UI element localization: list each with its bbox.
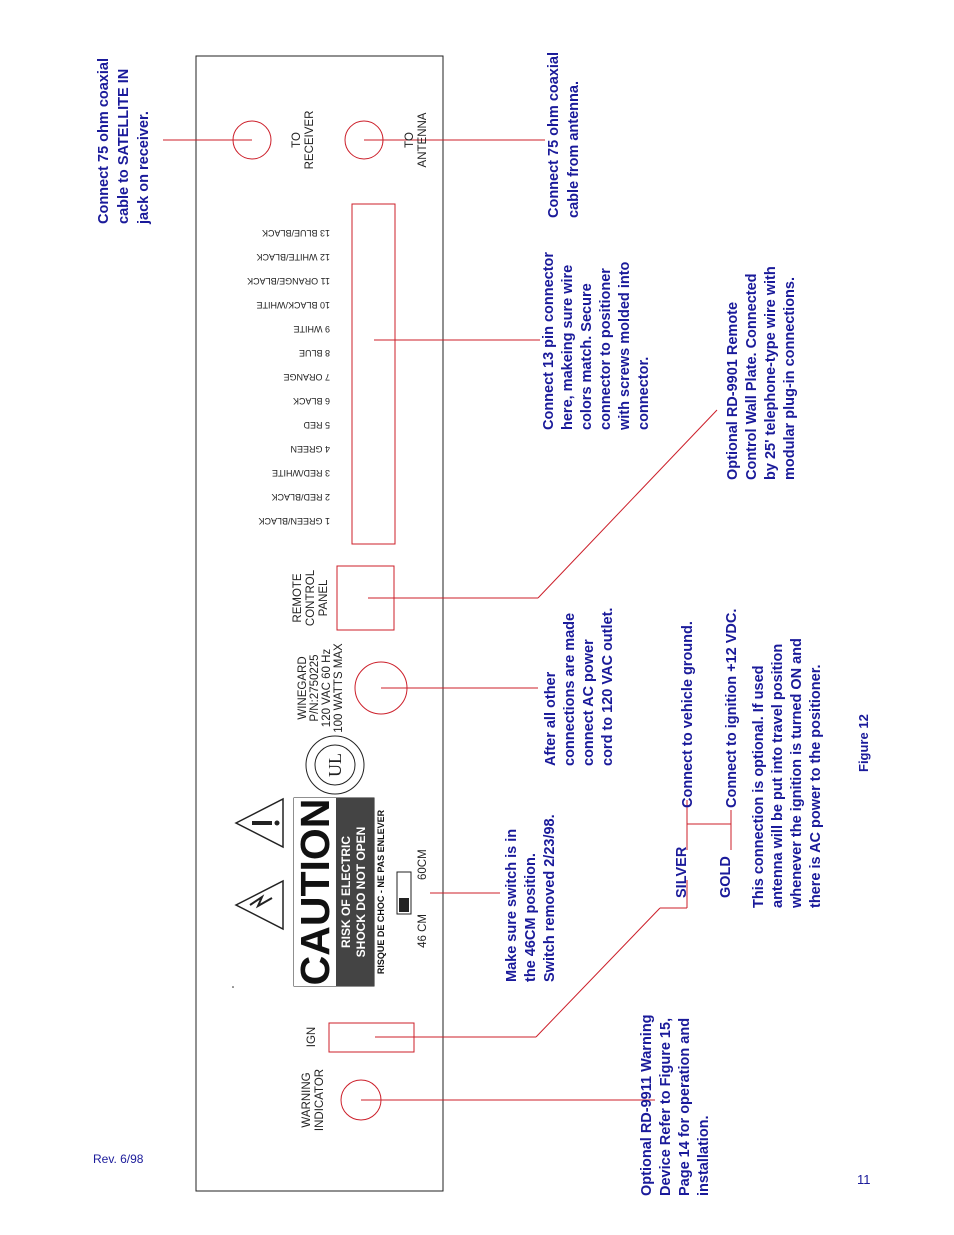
svg-text:CAUTION: CAUTION xyxy=(292,798,338,986)
silver-wire-label: SILVER xyxy=(674,846,690,898)
svg-text:with screws molded into: with screws molded into xyxy=(617,261,633,430)
svg-text:connections are made: connections are made xyxy=(562,612,578,766)
svg-text:connect AC power: connect AC power xyxy=(581,639,597,766)
pin-label: 6 BLACK xyxy=(292,396,330,406)
svg-text:Optional RD-9911 Warning: Optional RD-9911 Warning xyxy=(639,1014,655,1196)
receiver-label xyxy=(291,111,316,170)
svg-text:Make sure switch is in: Make sure switch is in xyxy=(504,828,520,982)
pin-label: 13 BLUE/BLACK xyxy=(261,228,330,238)
power-label xyxy=(297,643,345,733)
svg-text:Control Wall Plate. Connected: Control Wall Plate. Connected xyxy=(744,273,760,480)
svg-text:by 25' telephone-type wire wit: by 25' telephone-type wire with xyxy=(763,266,779,480)
svg-text:CONTROL: CONTROL xyxy=(305,569,317,627)
svg-text:Device Refer to Figure 15,: Device Refer to Figure 15, xyxy=(658,1017,674,1196)
connector-callout xyxy=(541,252,652,431)
pin-label: 8 BLUE xyxy=(298,348,330,358)
svg-text:Switch removed 2/23/98.: Switch removed 2/23/98. xyxy=(542,814,558,982)
receiver-callout xyxy=(96,58,152,225)
svg-text:PANEL: PANEL xyxy=(318,579,330,617)
svg-text:WINEGARD: WINEGARD xyxy=(297,656,309,720)
svg-text:Optional RD-9901 Remote: Optional RD-9901 Remote xyxy=(725,301,741,480)
svg-text:INDICATOR: INDICATOR xyxy=(314,1068,326,1132)
positioner-panel xyxy=(196,56,443,1191)
pin-label: 9 WHITE xyxy=(293,324,330,334)
svg-text:REMOTE: REMOTE xyxy=(292,573,304,623)
remote-callout xyxy=(725,266,798,480)
svg-text:This connection is optional. I: This connection is optional. If used xyxy=(751,665,767,908)
svg-text:RISQUE DE CHOC - NE PAS ENLEVE: RISQUE DE CHOC - NE PAS ENLEVER xyxy=(376,809,386,975)
pin-label: 7 ORANGE xyxy=(283,372,330,382)
svg-text:the 46CM position.: the 46CM position. xyxy=(523,853,539,982)
svg-text:cord to 120 VAC outlet.: cord to 120 VAC outlet. xyxy=(600,607,616,766)
gold-wire-label: GOLD xyxy=(718,856,734,898)
svg-text:cable to SATELLITE IN: cable to SATELLITE IN xyxy=(116,68,132,224)
svg-text:RECEIVER: RECEIVER xyxy=(304,110,316,170)
ign-label: IGN xyxy=(306,1026,318,1048)
page-number: 11 xyxy=(857,1172,871,1187)
power-callout xyxy=(543,608,616,766)
figure-caption: Figure 12 xyxy=(856,714,871,772)
svg-text:antenna will be put into trave: antenna will be put into travel position xyxy=(770,643,786,908)
svg-text:RISK OF ELECTRIC: RISK OF ELECTRIC xyxy=(339,835,353,949)
size-switch[interactable] xyxy=(397,872,411,914)
svg-text:Page 14 for operation and: Page 14 for operation and xyxy=(677,1017,693,1196)
electric-shock-icon xyxy=(236,881,283,929)
pin-list xyxy=(247,228,330,526)
svg-text:WARNING: WARNING xyxy=(301,1072,313,1128)
svg-text:ANTENNA: ANTENNA xyxy=(417,112,429,168)
caution-label xyxy=(292,798,386,986)
svg-text:TO: TO xyxy=(404,132,416,148)
ignition-note xyxy=(751,638,824,909)
remote-label xyxy=(292,569,330,626)
warning-callout xyxy=(639,1014,712,1196)
revision-label: Rev. 6/98 xyxy=(93,1152,144,1166)
svg-text:connector to positioner: connector to positioner xyxy=(598,268,614,430)
switch-60cm-label: 60CM xyxy=(417,849,429,880)
svg-text:Connect 13 pin connector: Connect 13 pin connector xyxy=(541,251,557,430)
pin-label: 4 GREEN xyxy=(290,444,330,454)
svg-text:Connect 75 ohm coaxial: Connect 75 ohm coaxial xyxy=(546,52,562,218)
svg-text:UL: UL xyxy=(325,753,345,777)
svg-text:there is AC power to the posit: there is AC power to the positioner. xyxy=(808,664,824,908)
pin-label: 12 WHITE/BLACK xyxy=(256,252,330,262)
svg-text:100 WATTS MAX: 100 WATTS MAX xyxy=(333,643,345,733)
svg-text:whenever the ignition is turne: whenever the ignition is turned ON and xyxy=(789,638,805,908)
svg-text:Connect 75 ohm coaxial: Connect 75 ohm coaxial xyxy=(96,58,112,224)
svg-text:jack on receiver.: jack on receiver. xyxy=(136,111,152,224)
svg-text:TO: TO xyxy=(291,132,303,148)
svg-text:connector.: connector. xyxy=(636,356,652,430)
pin-label: 3 RED/WHITE xyxy=(271,468,330,478)
svg-text:After all other: After all other xyxy=(543,671,559,766)
ul-listed-seal xyxy=(306,736,364,794)
svg-text:120 VAC 60 Hz: 120 VAC 60 Hz xyxy=(321,648,333,728)
switch-callout xyxy=(504,814,558,982)
switch-46cm-label: 46 CM xyxy=(417,914,429,948)
svg-text:cable from antenna.: cable from antenna. xyxy=(566,81,582,218)
warning-label xyxy=(301,1069,326,1131)
silver-wire-text: Connect to vehicle ground. xyxy=(680,621,696,808)
svg-text:SHOCK DO NOT OPEN: SHOCK DO NOT OPEN xyxy=(354,826,368,958)
13-pin-connector[interactable] xyxy=(352,204,395,544)
pin-label: 1 GREEN/BLACK xyxy=(258,516,330,526)
pin-label: 5 RED xyxy=(303,420,330,430)
svg-text:P/N:2750225: P/N:2750225 xyxy=(309,654,321,722)
svg-text:here, makeing sure wire: here, makeing sure wire xyxy=(560,264,576,430)
svg-text:installation.: installation. xyxy=(696,1115,712,1196)
exclamation-icon xyxy=(236,799,283,847)
pin-label: 2 RED/BLACK xyxy=(271,492,330,502)
remote-leader-d xyxy=(538,410,717,598)
gold-wire-text: Connect to ignition +12 VDC. xyxy=(724,608,740,808)
pin-label: 11 ORANGE/BLACK xyxy=(247,276,330,286)
antenna-label xyxy=(404,112,429,167)
svg-text:modular plug-in connections.: modular plug-in connections. xyxy=(782,277,798,480)
antenna-callout xyxy=(546,52,582,218)
pin-label: 10 BLACK/WHITE xyxy=(256,300,330,310)
svg-text:colors match. Secure: colors match. Secure xyxy=(579,283,595,430)
